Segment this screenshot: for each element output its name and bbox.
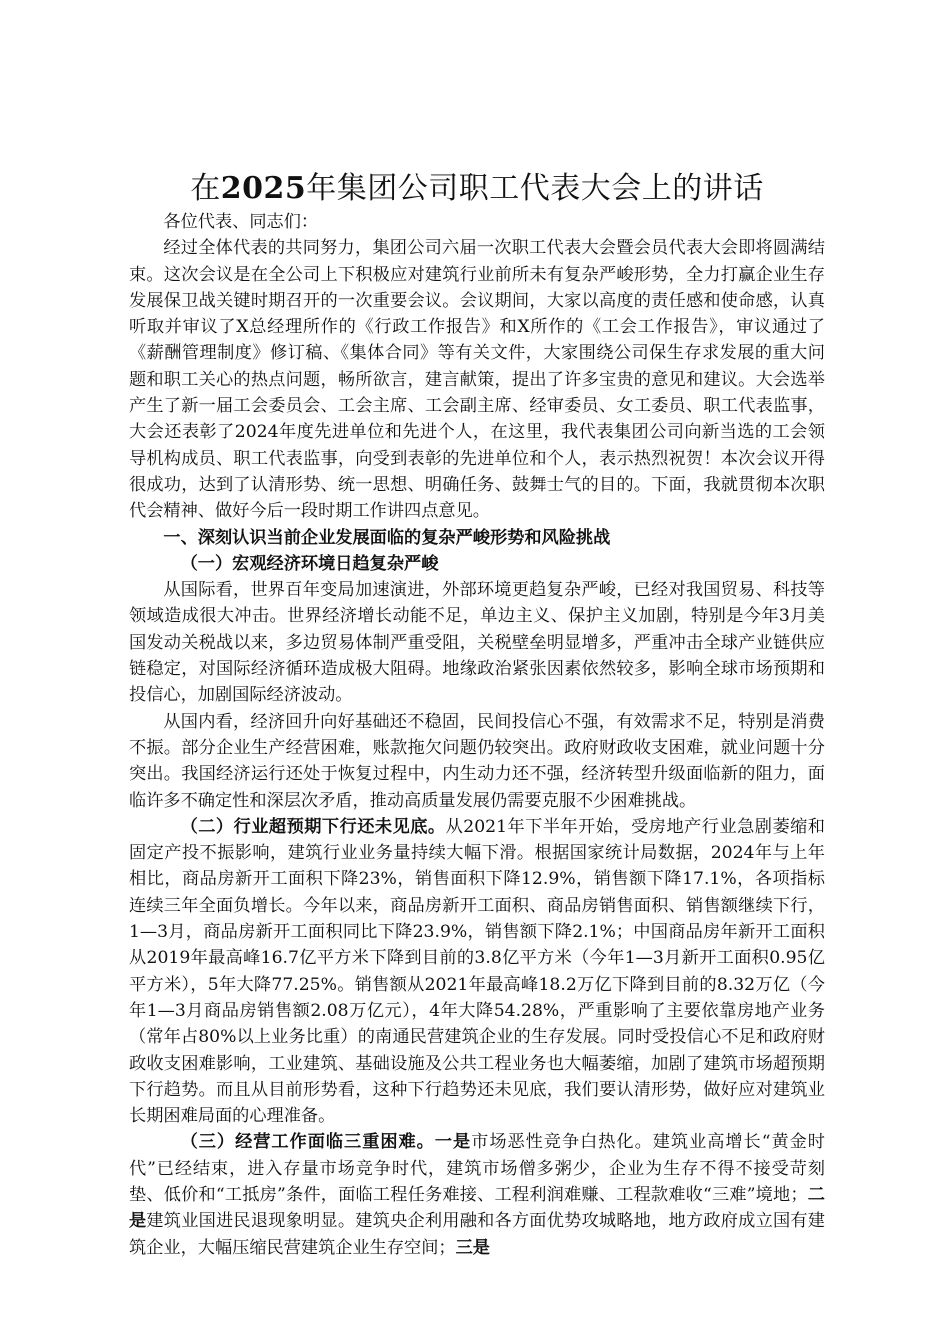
point-two-text: 建筑业国进民退现象明显。建筑央企利用融和各方面优势攻城略地，地方政府成立国有建筑企业，大幅压缩民营建筑企业生存空间； bbox=[129, 1211, 825, 1258]
paragraph-operations bbox=[129, 1129, 825, 1260]
point-one-text: 市场恶性竞争白热化。建筑业高增长“黄金时代”已经结束，进入存量市场竞争时代，建筑市场僧多粥少，企业为生存不得不接受苛刻垫、低价和“工抵房”条件，面临工程任务难接、工程利润难赚、工程款难收“三难”境地； bbox=[129, 1132, 825, 1205]
paragraph-industry bbox=[129, 814, 825, 1130]
subsection-heading-1: （一）宏观经济环境日趋复杂严峻 bbox=[180, 553, 439, 574]
point-three-label: 三是 bbox=[455, 1237, 490, 1258]
subsection-heading-3: （三）经营工作面临三重困难。 bbox=[180, 1132, 435, 1153]
paragraph-international: 从国际看，世界百年变局加速演进，外部环境更趋复杂严峻，已经对我国贸易、科技等领域造成很大冲击。世界经济增长动能不足，单边主义、保护主义加剧，特别是今年3月美国发动关税战以来，多边贸易体制严重受阻，关税壁垒明显增多，严重冲击全球产业链供应链稳定，对国际经济循环造成极大阻碍。地缘政治紧张因素依然较多，影响全球市场预期和投信心，加剧国际经济波动。 bbox=[129, 580, 825, 706]
salutation: 各位代表、同志们： bbox=[163, 212, 319, 232]
paragraph-domestic: 从国内看，经济回升向好基础还不稳固，民间投信心不强，有效需求不足，特别是消费不振。部分企业生产经营困难，账款拖欠问题仍较突出。政府财政收支困难，就业问题十分突出。我国经济运行还处于恢复过程中，内生动力还不强，经济转型升级面临新的阻力，面临许多不确定性和深层次矛盾，推动高质量发展仍需要克服不少困难挑战。 bbox=[129, 711, 825, 811]
section-heading-1: 一、深刻认识当前企业发展面临的复杂严峻形势和风险挑战 bbox=[163, 527, 611, 548]
intro-paragraph: 经过全体代表的共同努力，集团公司六届一次职工代表大会暨会员代表大会即将圆满结束。这次会议是在全公司上下积极应对建筑行业前所未有复杂严峻形势，全力打赢企业生存发展保卫战关键时期召开的一次重要会议。会议期间，大家以高度的责任感和使命感，认真听取并审议了X总经理所作的《行政工作报告》和X所作的《工会工作报告》，审议通过了《薪酬管理制度》修订稿、《集体合同》等有关文件，大家围绕公司保生存求发展的重大问题和职工关心的热点问题，畅所欲言，建言献策，提出了许多宝贵的意见和建议。大会选举产生了新一届工会委员会、工会主席、工会副主席、经审委员、女工委员、职工代表监事，大会还表彰了2024年度先进单位和先进个人，在这里，我代表集团公司向新当选的工会领导机构成员、职工代表监事，向受到表彰的先进单位和个人，表示热烈祝贺！本次会议开得很成功，达到了认清形势、统一思想、明确任务、鼓舞士气的目的。下面，我就贯彻本次职代会精神、做好今后一段时期工作讲四点意见。 bbox=[129, 238, 825, 522]
point-one-label: 一是 bbox=[434, 1132, 472, 1153]
title-year: 2025 bbox=[220, 171, 307, 206]
document-page bbox=[129, 166, 825, 1261]
title-suffix: 年集团公司职工代表大会上的讲话 bbox=[306, 171, 764, 206]
subsection-heading-2: （二）行业超预期下行还未见底。 bbox=[180, 816, 446, 837]
title-prefix: 在 bbox=[190, 171, 221, 206]
document-title bbox=[129, 166, 825, 212]
point-two-label: 二是 bbox=[129, 1184, 825, 1232]
industry-text: 从2021年下半年开始，受房地产行业急剧萎缩和固定产投不振影响，建筑行业业务量持续大幅下滑。根据国家统计局数据，2024年与上年相比，商品房新开工面积下降23%，销售面积下降12.9%，销售额下降17.1%，各项指标连续三年全面负增长。今年以来，商品房新开工面积、商品房销售面积、销售额继续下行，1—3月，商品房新开工面积同比下降23.9%，销售额下降2.1%；中国商品房年新开工面积从2019年最高峰16.7亿平方米下降到目前的3.8亿平方米（今年1—3月新开工面积0.95亿平方米），5年大降77.25%。销售额从2021年最高峰18.2万亿下降到目前的8.32万亿（今年1—3月商品房销售额2.08万亿元），4年大降54.28%，严重影响了主要依靠房地产业务（常年占80%以上业务比重）的南通民营建筑企业的生存发展。同时受投信心不足和政府财政收支困难影响，工业建筑、基础设施及公共工程业务也大幅萎缩，加剧了建筑市场超预期下行趋势。而且从目前形势看，这种下行趋势还未见底，我们要认清形势，做好应对建筑业长期困难局面的心理准备。 bbox=[129, 816, 825, 1127]
